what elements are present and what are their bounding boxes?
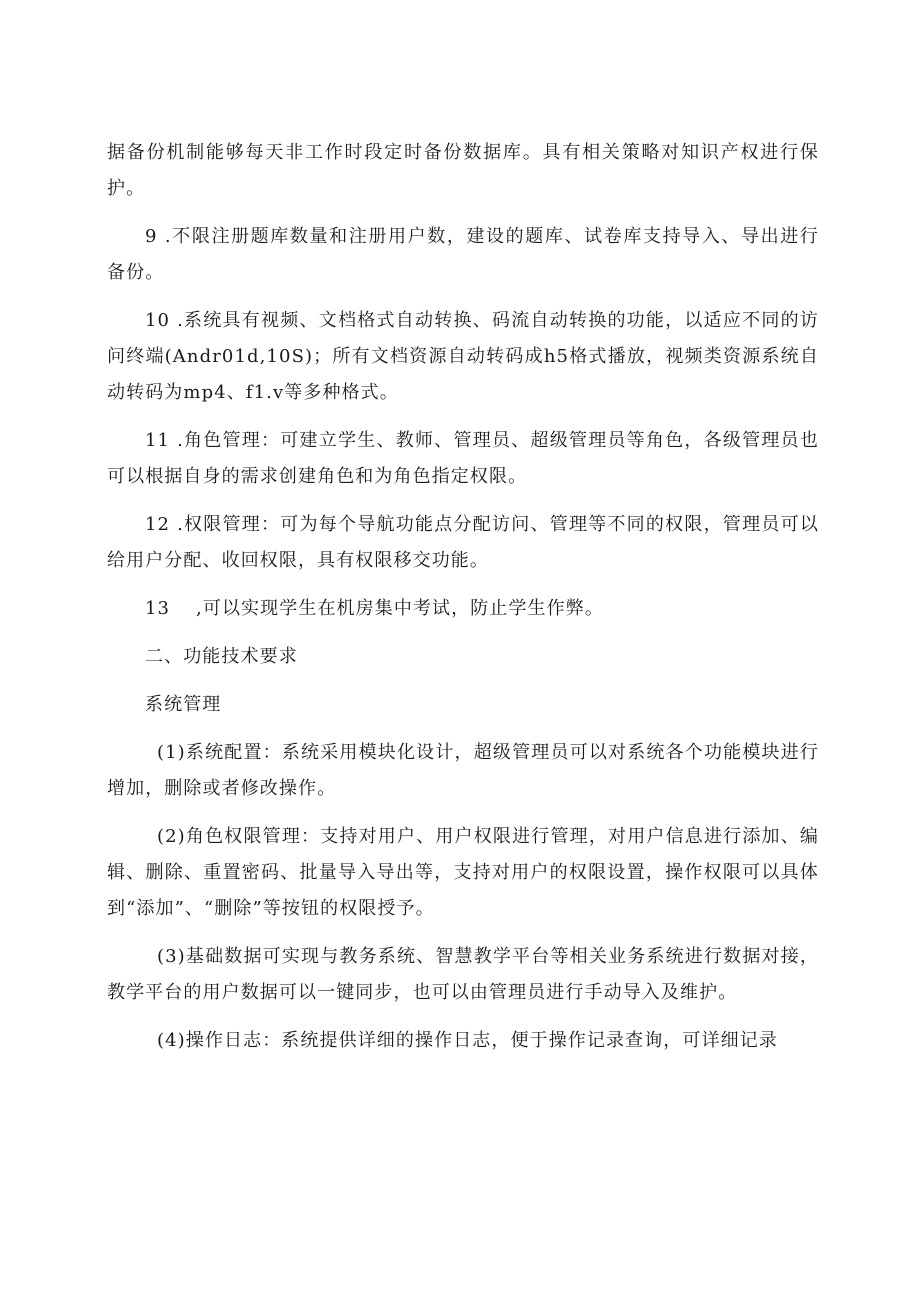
paragraph-item-11: 11 .角色管理：可建立学生、教师、管理员、超级管理员等角色，各级管理员也可以根据自身的需求创建角色和为角色指定权限。 [107, 430, 819, 487]
section-heading-functional-requirements: 二、功能技术要求 [145, 646, 298, 667]
paragraph-role-permission: (2)角色权限管理：支持对用户、用户权限进行管理，对用户信息进行添加、编辑、删除、重置密码、批量导入导出等，支持对用户的权限设置，操作权限可以具体到“添加”、“删除”等按钮的权限授予。 [107, 826, 819, 919]
paragraph-base-data: (3)基础数据可实现与教务系统、智慧教学平台等相关业务系统进行数据对接，教学平台的用户数据可以一键同步，也可以由管理员进行手动导入及维护。 [107, 946, 819, 1003]
paragraph-system-config: (1)系统配置：系统采用模块化设计，超级管理员可以对系统各个功能模块进行增加，删除或者修改操作。 [107, 742, 819, 799]
paragraph-backup-continued: 据备份机制能够每天非工作时段定时备份数据库。具有相关策略对知识产权进行保护。 [107, 142, 819, 199]
paragraph-item-9: 9 .不限注册题库数量和注册用户数，建设的题库、试卷库支持导入、导出进行备份。 [107, 226, 819, 283]
document-body [107, 135, 819, 1071]
paragraph-item-12: 12 .权限管理：可为每个导航功能点分配访问、管理等不同的权限，管理员可以给用户分配、收回权限，具有权限移交功能。 [107, 514, 819, 571]
paragraph-item-10: 10 .系统具有视频、文档格式自动转换、码流自动转换的功能，以适应不同的访问终端(Andr01d,10S)；所有文档资源自动转码成h5格式播放，视频类资源系统自动转码为mp4、f1.v等多种格式。 [107, 310, 819, 403]
paragraph-item-13: 13 ,可以实现学生在机房集中考试，防止学生作弊。 [145, 598, 604, 619]
paragraph-operation-log: (4)操作日志：系统提供详细的操作日志，便于操作记录查询，可详细记录 [157, 1030, 778, 1051]
subsection-heading-system-management: 系统管理 [145, 694, 222, 715]
